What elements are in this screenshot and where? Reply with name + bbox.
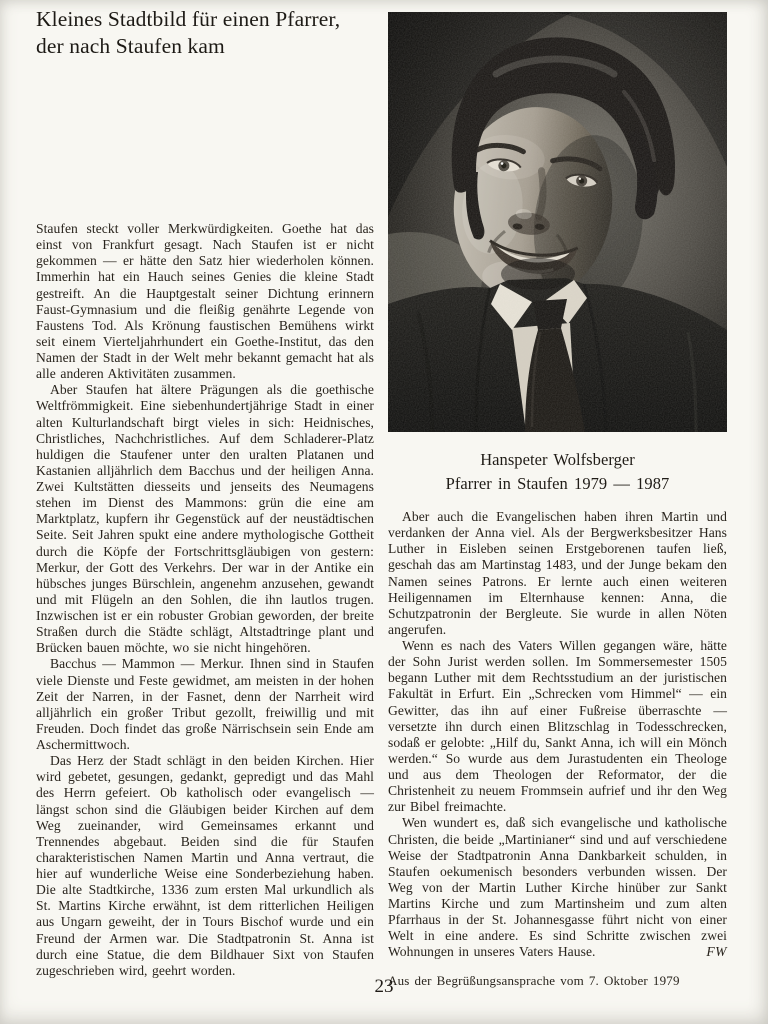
right-column xyxy=(388,12,727,989)
photo-grain-texture xyxy=(388,12,727,432)
photo-caption-name: Hanspeter Wolfsberger xyxy=(480,450,635,469)
photo-caption xyxy=(388,448,727,495)
page-number: 23 xyxy=(374,976,394,997)
author-initials: FW xyxy=(706,944,727,960)
paragraph-evangelische-martin: Aber auch die Evangelischen haben ihren Martin und verdanken der Anna viel. Als der Bergwerksbesitzer Hans Luther in Eisleben seinen Erstgeborenen taufen ließ, geschah das am Martinstag 1483, und der Junge bekam den Namen seines Patrons. Er lernte auch einen weiteren Heiligennamen im Elternhause kennen: Anna, die Schutzpatronin der Bergleute. Sie wurde in allen Nöten angerufen. xyxy=(388,509,727,637)
paragraph-aeltere-praegungen: Aber Staufen hat ältere Prägungen als die goethische Weltfrömmigkeit. Eine siebenhundertjährige Stadt in einer alten Kulturlandschaft birgt vieles in sich: Heidnisches, Christliches, Nachchristliches. Auf dem Schladerer-Platz huldigen die Staufener unter den uralten Platanen und Kastanien alljährlich dem Bacchus und der heiligen Anna. Zwei Kultstätten diesseits und jenseits des Neumagens stehen im Dienst des Mammons: grün die eine am Marktplatz, kupfern ihr Gegenstück auf der neustädtischen Seite. Seit Jahren spukt eine andere mythologische Gottheit durch die Köpfe der Fortschrittsgläubigen von gestern: Merkur, der Gott des Verkehrs. Der war in der Antike ein hübsches junges Bürschlein, angenehm anzusehen, gewandt und mit Flügeln an den Sohlen, die ihn lautlos trugen. Inzwischen ist er ein robuster Grobian geworden, der breite Straßen durch die Städte schlägt, Altstadtringe plant und Brücken bauen möchte, wo sie nicht hingehören. xyxy=(36,382,374,656)
photo-caption-role: Pfarrer in Staufen 1979 — 1987 xyxy=(445,473,670,493)
portrait-photo-illustration xyxy=(388,12,727,432)
paragraph-vaters-wille: Wenn es nach des Vaters Willen gegangen wäre, hätte der Sohn Jurist werden sollen. Im Sommersemester 1505 begann Luther mit dem Rechtsstudium an der juristischen Fakultät in Erfurt. Ein „Schrecken vom Himmel“ — ein Gewitter, das ihn auf einer Fußreise überraschte — versetzte ihn durch einen Blitzschlag in Todesschrecken, sodaß er gelobte: „Hilf du, Sankt Anna, ich will ein Mönch werden.“ So wurde aus dem Jurastudenten ein Theologe und aus dem Theologen der Reformator, der die Christenheit zu neuem Frommsein aufrief und ihr den Weg zur Bibel freimachte. xyxy=(388,638,727,815)
footnote: Aus der Begrüßungsansprache vom 7. Oktober 1979 xyxy=(388,972,680,988)
paragraph-martinianer: Wen wundert es, daß sich evangelische und katholische Christen, die beide „Martinianer“ sind und auf verschiedene Weise der Stadtpatronin Anna Dankbarkeit schulden, in Staufen oekumenisch besonders verbunden wissen. Der Weg von der Martin Luther Kirche hinüber zur Sankt Martins Kirche und zum Martinsheim und zum alten Pfarrhaus in der St. Johannesgasse führt nicht von einer Welt in eine andere. Es sind Schritte zwischen zwei Wohnungen in unseres Vaters Hause. FW xyxy=(388,815,727,960)
portrait-photo xyxy=(388,12,727,432)
paragraph-herz-der-stadt: Das Herz der Stadt schlägt in den beiden Kirchen. Hier wird gebetet, gesungen, gedankt, gepredigt und das Mahl des Herrn gefeiert. Ob katholisch oder evangelisch — längst schon sind die Gläubigen beider Kirchen auf dem Weg zueinander, wird Gemeinsames erkannt und Trennendes abgebaut. Beiden sind die für Staufen charakteristischen Namen Martin und Anna vertraut, die hier auf wunderliche Weise eine Sonderbeziehung haben. Die alte Stadtkirche, 1336 zum ersten Mal urkundlich als St. Martins Kirche erwähnt, ist dem ritterlichen Heiligen aus Ungarn geweiht, der in Tours Bischof wurde und ein Freund der Armen war. Die Stadtpatronin St. Anna ist durch eine Statue, die dem Bildhauer Sixt von Staufen zugeschrieben wird, geehrt worden. xyxy=(36,753,374,978)
paragraph-bacchus-mammon-merkur: Bacchus — Mammon — Merkur. Ihnen sind in Staufen viele Dienste und Feste gewidmet, am meisten in der hohen Zeit der Narren, in der Fasnet, denn der Narrheit wird alljährlich ein großer Tribut gezollt, freiwillig und mit Freuden. Doch findet das große Närrischsein sein Ende am Aschermittwoch. xyxy=(36,656,374,752)
page-title-line2: der nach Staufen kam xyxy=(36,33,225,58)
left-column xyxy=(36,221,374,979)
paragraph-staufen-merkwuerdigkeiten: Staufen steckt voller Merkwürdigkeiten. Goethe hat das einst von Frankfurt gesagt. Nach Staufen ist er nicht gekommen — er hätte den Satz hier wiederholen können. Immerhin hat ein Hauch seines Genies die kleine Stadt gestreift. An die Hauptgestalt seiner Dichtung erinnern Faust-Gymnasium und die fleißig genährte Legende von Faustens Tod. Als Krönung faustischen Bemühens wirkt seit einem Vierteljahrhundert ein Goethe-Institut, das den Namen der Stadt in der Welt mehr bekannt gemacht hat als alle anderen Aktivitäten zusammen. xyxy=(36,221,374,382)
page-title-line1: Kleines Stadtbild für einen Pfarrer, xyxy=(36,7,341,31)
right-column-body xyxy=(388,509,727,961)
